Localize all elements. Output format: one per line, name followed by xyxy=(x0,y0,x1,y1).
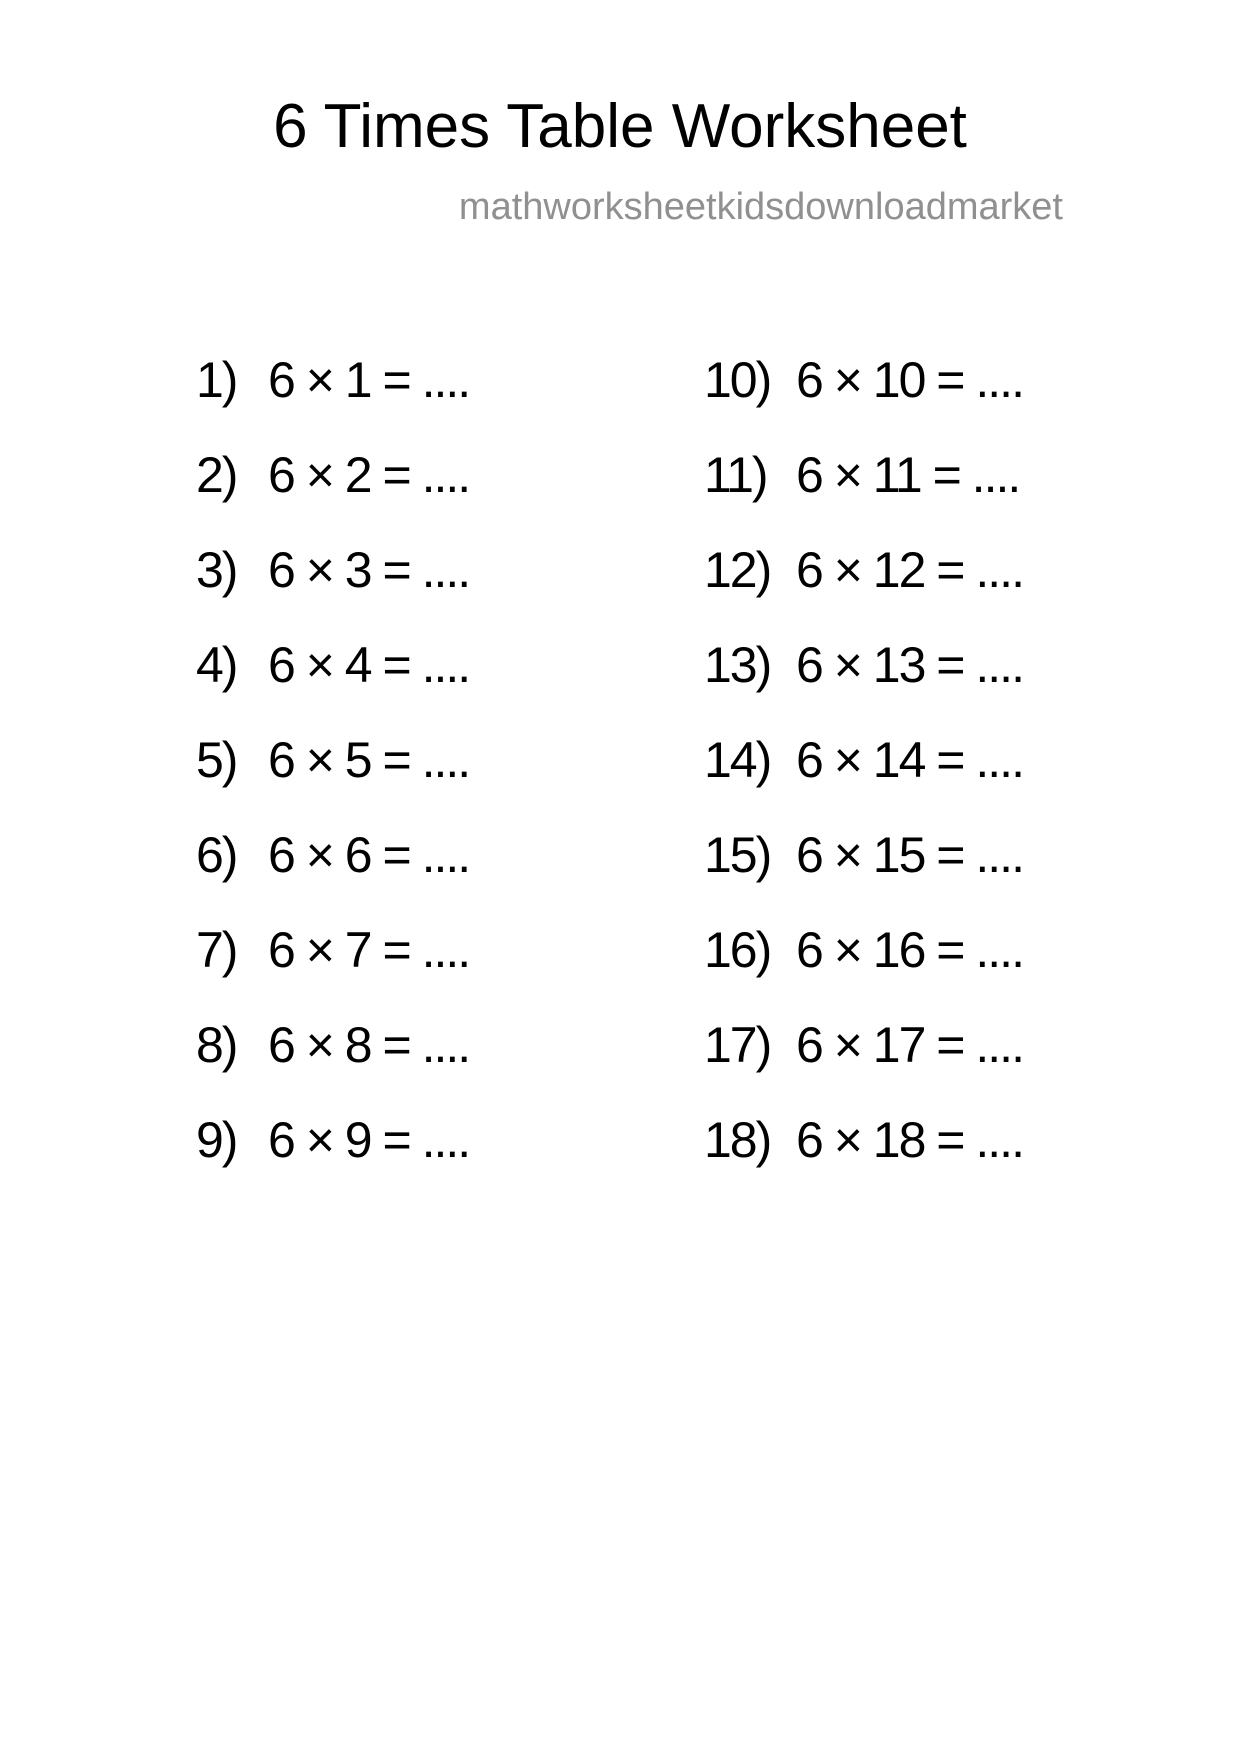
problem-expression: 6 × 14 = .... xyxy=(796,732,1023,788)
problem-number: 16) xyxy=(704,922,771,978)
problem-row-3 xyxy=(196,543,704,638)
problem-number: 8) xyxy=(196,1017,237,1073)
problem-row-7 xyxy=(196,923,704,1018)
problem-number: 4) xyxy=(196,637,237,693)
problem-expression: 6 × 15 = .... xyxy=(796,827,1023,883)
problem-expression: 6 × 11 = .... xyxy=(796,447,1020,503)
problem-expression: 6 × 2 = .... xyxy=(268,447,470,503)
watermark-subtitle: mathworksheetkidsdownloadmarket xyxy=(458,186,1063,228)
problem-expression: 6 × 8 = .... xyxy=(268,1017,470,1073)
problem-expression: 6 × 4 = .... xyxy=(268,637,470,693)
problem-expression: 6 × 9 = .... xyxy=(268,1112,470,1168)
problem-row-9 xyxy=(196,1113,704,1208)
problem-number: 3) xyxy=(196,542,237,598)
problem-number: 17) xyxy=(704,1017,771,1073)
problem-number: 18) xyxy=(704,1112,771,1168)
problem-expression: 6 × 6 = .... xyxy=(268,827,470,883)
problems-section xyxy=(196,353,1023,1208)
problem-expression: 6 × 13 = .... xyxy=(796,637,1023,693)
problem-number: 2) xyxy=(196,447,237,503)
problem-number: 6) xyxy=(196,827,237,883)
problem-row-1 xyxy=(196,353,704,448)
page-title: 6 Times Table Worksheet xyxy=(273,92,967,161)
problem-row-14 xyxy=(704,733,1023,828)
problem-row-15 xyxy=(704,828,1023,923)
problem-row-10 xyxy=(704,353,1023,448)
problem-row-13 xyxy=(704,638,1023,733)
problem-number: 12) xyxy=(704,542,771,598)
problem-expression: 6 × 12 = .... xyxy=(796,542,1023,598)
problem-row-12 xyxy=(704,543,1023,638)
problem-expression: 6 × 16 = .... xyxy=(796,922,1023,978)
problem-row-11 xyxy=(704,448,1023,543)
problem-number: 7) xyxy=(196,922,237,978)
problem-number: 14) xyxy=(704,732,771,788)
problem-number: 15) xyxy=(704,827,771,883)
problem-number: 11) xyxy=(704,447,767,503)
problem-expression: 6 × 10 = .... xyxy=(796,352,1023,408)
problem-expression: 6 × 17 = .... xyxy=(796,1017,1023,1073)
problem-row-18 xyxy=(704,1113,1023,1208)
problem-number: 10) xyxy=(704,352,771,408)
problem-row-5 xyxy=(196,733,704,828)
problem-row-2 xyxy=(196,448,704,543)
problem-number: 5) xyxy=(196,732,237,788)
problem-number: 1) xyxy=(196,352,237,408)
problem-row-8 xyxy=(196,1018,704,1113)
problem-number: 9) xyxy=(196,1112,237,1168)
problem-expression: 6 × 18 = .... xyxy=(796,1112,1023,1168)
problem-row-16 xyxy=(704,923,1023,1018)
problem-row-4 xyxy=(196,638,704,733)
problems-left-column xyxy=(196,353,704,1208)
problem-expression: 6 × 5 = .... xyxy=(268,732,470,788)
problem-expression: 6 × 3 = .... xyxy=(268,542,470,598)
problem-row-17 xyxy=(704,1018,1023,1113)
problem-number: 13) xyxy=(704,637,771,693)
problems-right-column xyxy=(704,353,1023,1208)
problem-expression: 6 × 1 = .... xyxy=(268,352,470,408)
problem-row-6 xyxy=(196,828,704,923)
problem-expression: 6 × 7 = .... xyxy=(268,922,470,978)
